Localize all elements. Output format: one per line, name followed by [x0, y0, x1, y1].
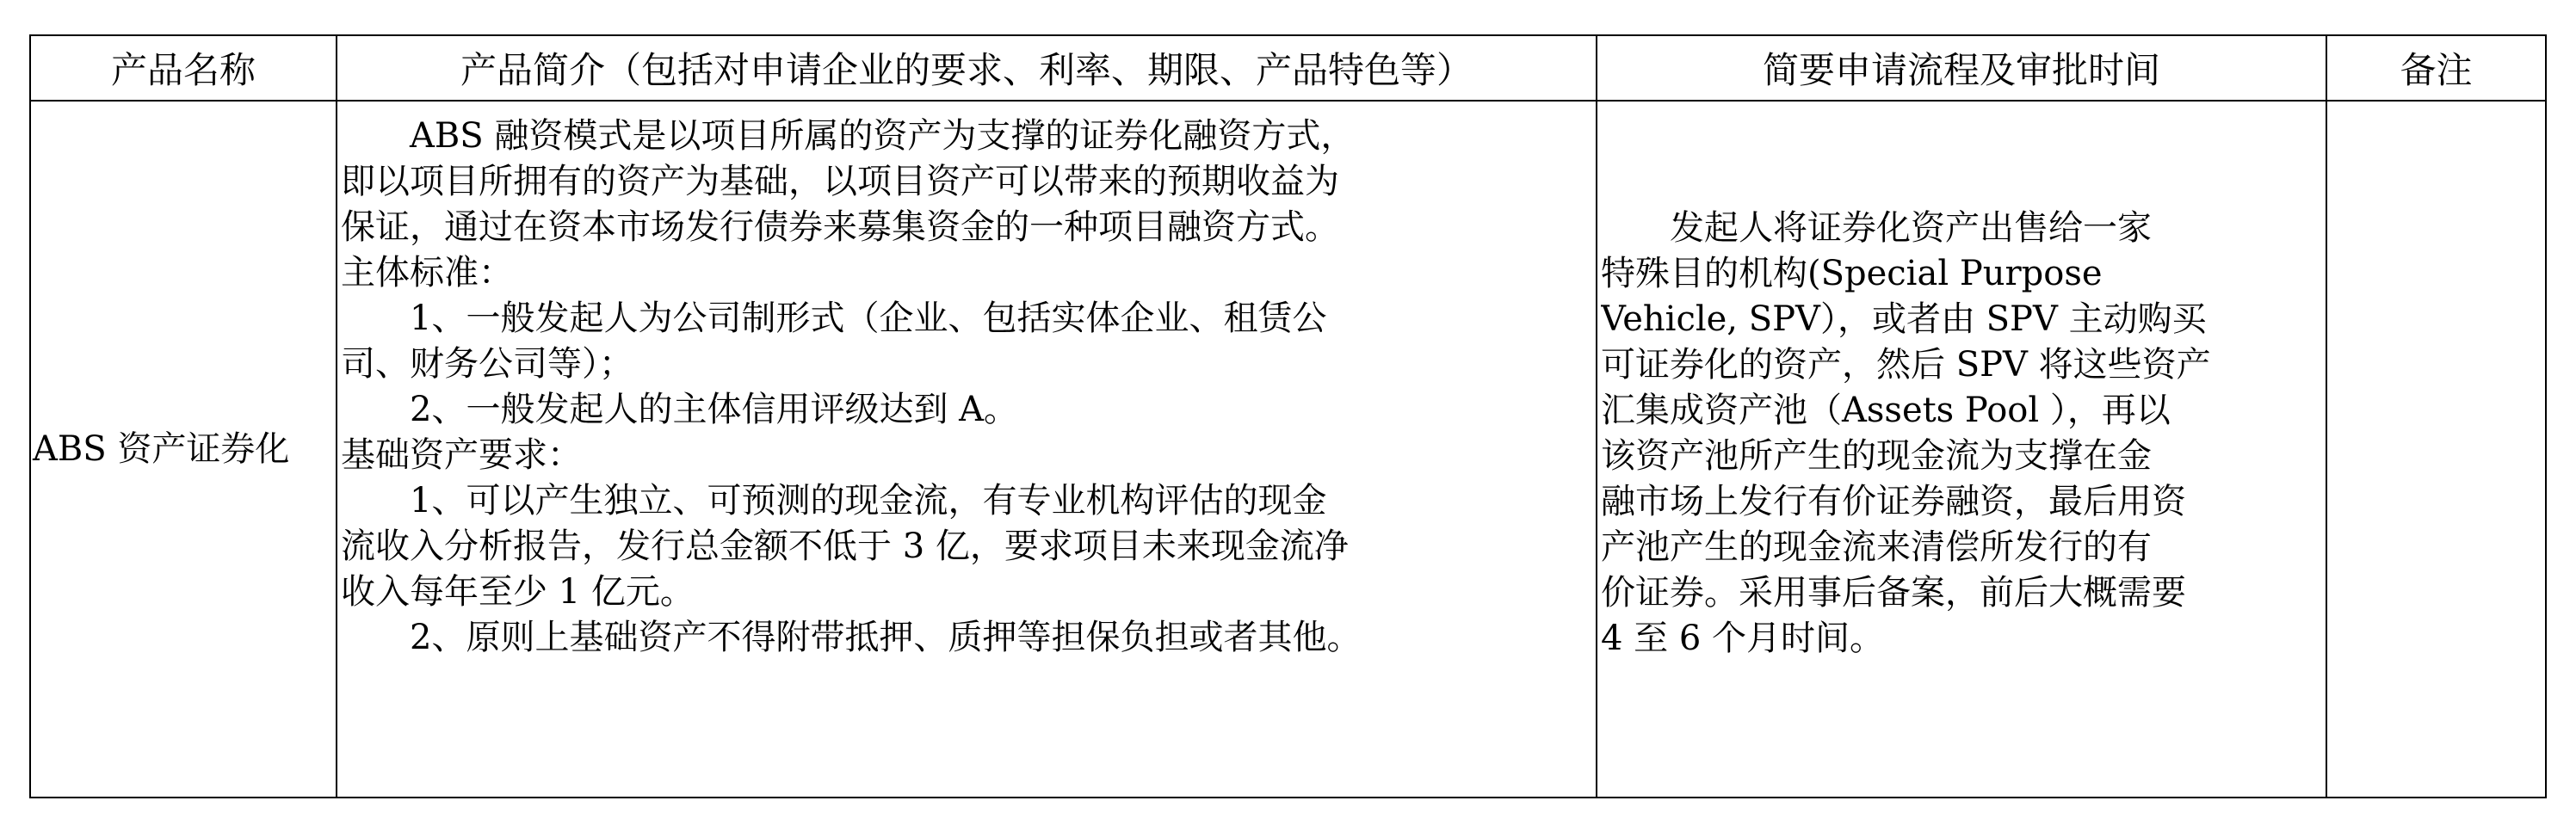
product-table	[29, 34, 2547, 798]
flow-line: 该资产池所产生的现金流为支撑在金	[1601, 436, 2152, 476]
header-product-name: 产品名称	[30, 35, 337, 101]
cell-product-intro	[337, 101, 1597, 798]
intro-line: 司、财务公司等）；	[341, 344, 633, 384]
flow-line: 产池产生的现金流来清偿所发行的有	[1601, 527, 2152, 567]
flow-line: 4 至 6 个月时间。	[1601, 619, 1885, 658]
flow-line: 价证券。采用事后备案，前后大概需要	[1601, 573, 2186, 613]
intro-line: 基础资产要求：	[341, 435, 582, 475]
intro-line: 收入每年至少 1 亿元。	[341, 572, 695, 612]
intro-line: 2、原则上基础资产不得附带抵押、质押等担保负担或者其他。	[410, 618, 1362, 657]
flow-line: 融市场上发行有价证券融资，最后用资	[1601, 482, 2186, 521]
flow-line: 可证券化的资产，然后 SPV 将这些资产	[1601, 345, 2211, 385]
intro-line: 2、一般发起人的主体信用评级达到 A。	[410, 390, 1019, 429]
flow-line: 特殊目的机构(Special Purpose	[1601, 254, 2103, 293]
intro-line: 1、一般发起人为公司制形式（企业、包括实体企业、租赁公	[410, 299, 1327, 338]
flow-line: Vehicle, SPV），或者由 SPV 主动购买	[1601, 299, 2207, 339]
flow-text	[1601, 206, 2322, 662]
cell-remarks	[2326, 101, 2546, 798]
flow-line: 发起人将证券化资产出售给一家	[1670, 208, 2152, 248]
intro-line: 流收入分析报告，发行总金额不低于 3 亿，要求项目未来现金流净	[341, 527, 1349, 566]
cell-product-name: ABS 资产证券化	[30, 101, 337, 798]
intro-line: 主体标准：	[341, 253, 513, 293]
intro-line: 1、可以产生独立、可预测的现金流，有专业机构评估的现金	[410, 481, 1327, 520]
flow-line: 汇集成资产池（Assets Pool ），再以	[1601, 391, 2171, 430]
table-row	[30, 101, 2546, 798]
header-application-flow: 简要申请流程及审批时间	[1597, 35, 2326, 101]
cell-application-flow	[1597, 101, 2326, 798]
intro-line: 即以项目所拥有的资产为基础，以项目资产可以带来的预期收益为	[341, 162, 1339, 201]
header-product-intro: 产品简介（包括对申请企业的要求、利率、期限、产品特色等）	[337, 35, 1597, 101]
intro-line: ABS 融资模式是以项目所属的资产为支撑的证券化融资方式，	[410, 116, 1356, 156]
header-row	[30, 35, 2546, 101]
header-remarks: 备注	[2326, 35, 2546, 101]
intro-line: 保证，通过在资本市场发行债券来募集资金的一种项目融资方式。	[341, 207, 1339, 247]
